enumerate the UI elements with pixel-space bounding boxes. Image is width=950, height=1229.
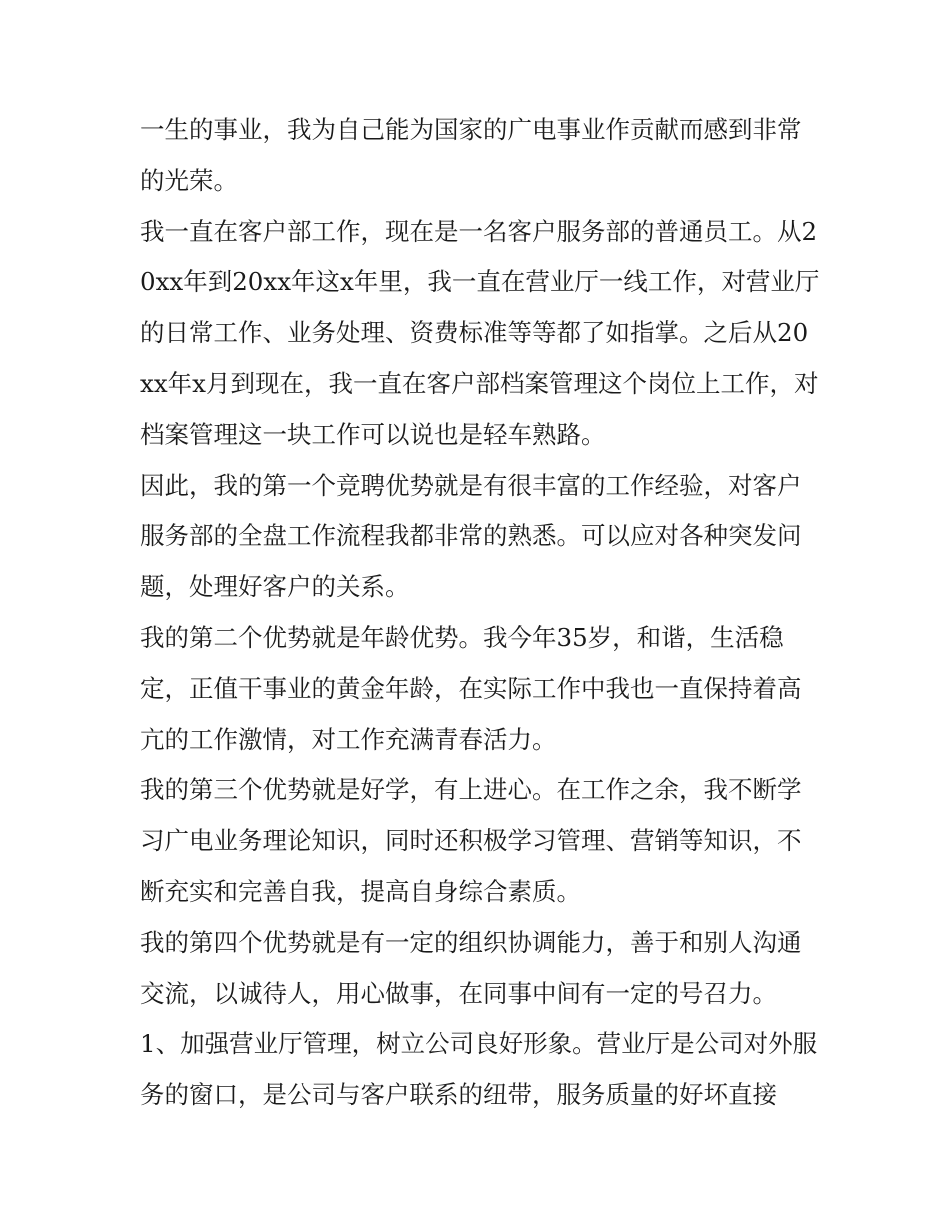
paragraph-plan-item-1: 1、加强营业厅管理，树立公司良好形象。营业厅是公司对外服务的窗口，是公司与客户联系的纽带，服务质量的好坏直接 — [140, 1029, 818, 1110]
paragraph-advantage-coordination: 我的第四个优势就是有一定的组织协调能力，善于和别人沟通交流，以诚待人，用心做事，在同事中间有一定的号召力。 — [140, 927, 802, 1008]
paragraph-work-history: 我一直在客户部工作，现在是一名客户服务部的普通员工。从20xx年到20xx年这x年里，我一直在营业厅一线工作，对营业厅的日常工作、业务处理、资费标准等等都了如指掌。之后从20xx年x月到现在，我一直在客户部档案管理这个岗位上工作，对档案管理这一块工作可以说也是轻车熟路。 — [140, 216, 820, 449]
paragraph-advantage-learning: 我的第三个优势就是好学，有上进心。在工作之余，我不断学习广电业务理论知识，同时还积极学习管理、营销等知识，不断充实和完善自我，提高自身综合素质。 — [140, 775, 802, 906]
paragraph-advantage-experience: 因此，我的第一个竞聘优势就是有很丰富的工作经验，对客户服务部的全盘工作流程我都非常的熟悉。可以应对各种突发问题，处理好客户的关系。 — [140, 470, 802, 602]
document-body — [140, 105, 820, 1121]
paragraph-advantage-age: 我的第二个优势就是年龄优势。我今年35岁，和谐，生活稳定，正值干事业的黄金年龄，在实际工作中我也一直保持着高亢的工作激情，对工作充满青春活力。 — [140, 622, 802, 754]
paragraph-honor: 一生的事业，我为自己能为国家的广电事业作贡献而感到非常的光荣。 — [140, 115, 802, 195]
